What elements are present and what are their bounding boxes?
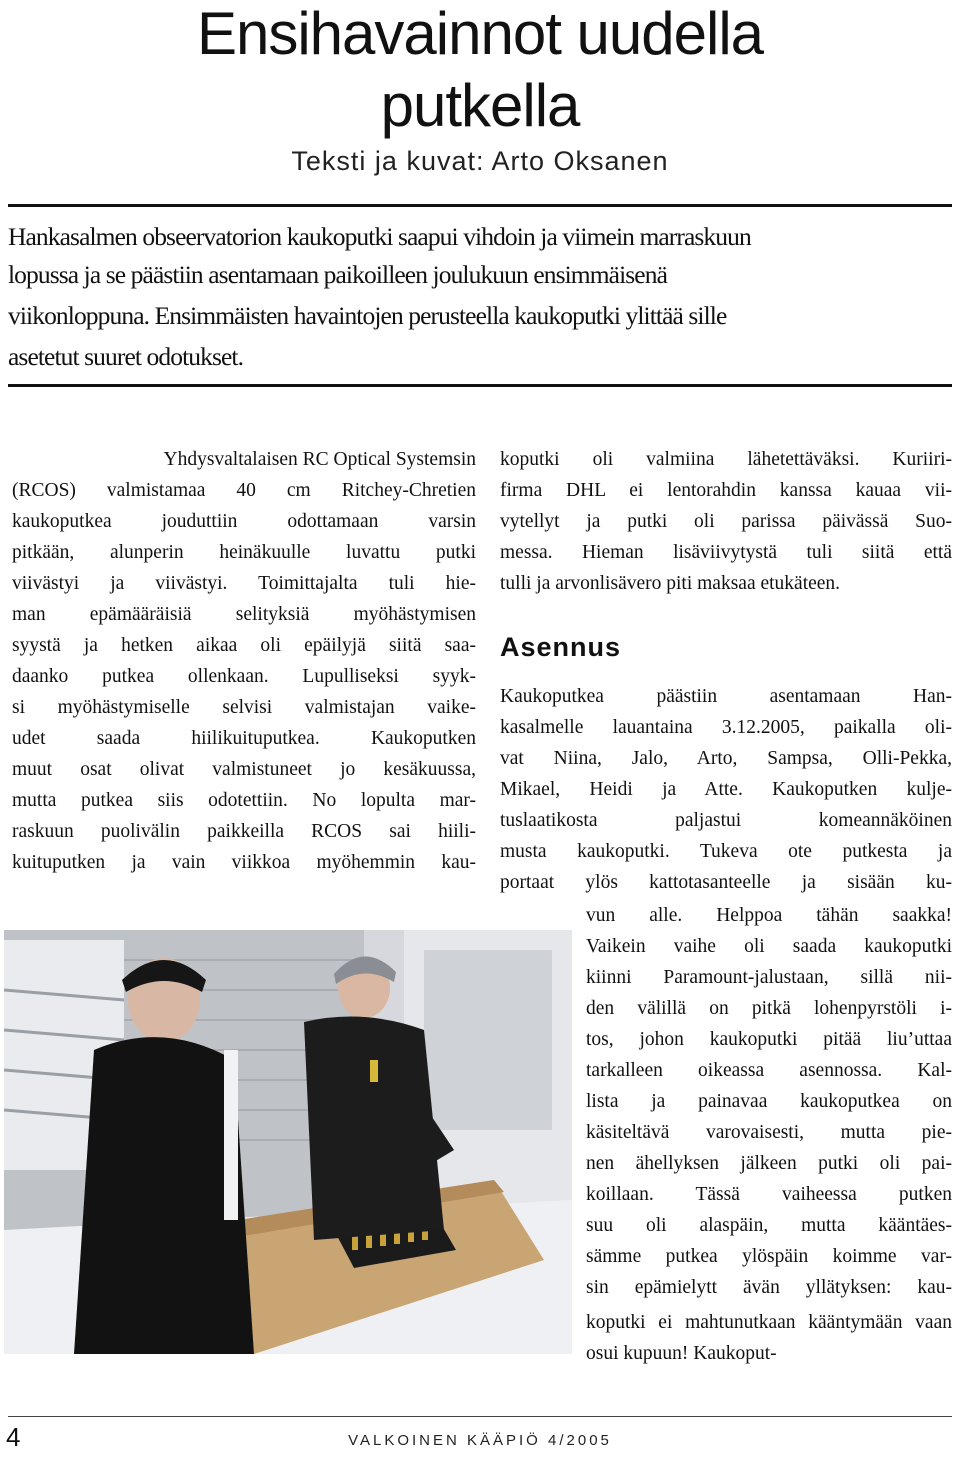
publication-footer: VALKOINEN KÄÄPIÖ 4/2005: [348, 1432, 612, 1449]
body-line: tos, johon kaukoputki pitää liu’uttaa: [586, 1029, 952, 1050]
body-line: pitkään, alunperin heinäkuulle luvattu putki: [12, 542, 476, 563]
page-number: 4: [6, 1422, 21, 1452]
lead-line: lopussa ja se päästiin asentamaan paikoilleen joulukuun ensimmäisenä: [8, 260, 667, 289]
body-line: Kaukoputkea päästiin asentamaan Han-: [500, 686, 952, 707]
body-line: mutta putkea siis odotettiin. No lopulta mar-: [12, 790, 476, 811]
body-line: firma DHL ei lentorahdin kanssa kauaa vii-: [500, 480, 952, 501]
body-line: kuituputken ja vain viikkoa myöhemmin kau-: [12, 852, 476, 873]
body-line: muut osat olivat valmistuneet jo kesäkuussa,: [12, 759, 476, 780]
lead-bottom-rule: [8, 384, 952, 387]
body-line: messa. Hieman lisäviivytystä tuli siitä että: [500, 542, 952, 563]
body-line: Mikael, Heidi ja Atte. Kaukoputken kulje-: [500, 779, 952, 800]
byline: Teksti ja kuvat: Arto Oksanen: [291, 146, 669, 176]
photo-post: [224, 1050, 238, 1220]
article-title-line-2: putkella: [380, 72, 580, 139]
body-line: si myöhästymiselle selvisi valmistajan vaike-: [12, 697, 476, 718]
body-line: sämme putkea ylöspäin koimme var-: [586, 1246, 952, 1267]
body-line: koputki oli valmiina lähetettäväksi. Kuriiri-: [500, 449, 952, 470]
lead-top-rule: [8, 204, 952, 207]
body-line: syystä ja hetken aikaa oli epäilyjä siitä saa-: [12, 635, 476, 656]
photo-door-panel: [424, 950, 552, 1130]
body-line: tulli ja arvonlisävero piti maksaa etukäteen.: [500, 573, 841, 594]
body-line: den välillä on pitkä lohenpyrstöli i-: [586, 998, 952, 1019]
body-line: kaukoputkea jouduttiin odottamaan varsin: [12, 511, 476, 532]
section-heading: Asennus: [500, 632, 622, 662]
body-line: portaat ylös kattotasanteelle ja sisään ku-: [500, 872, 952, 893]
photo-image: [4, 930, 572, 1354]
photo-telescope-crate: [4, 930, 572, 1354]
body-line: viivästyi ja viivästyi. Toimittajalta tuli hie-: [12, 573, 476, 594]
body-line: vun alle. Helppoa tähän saakka!: [586, 905, 952, 926]
body-line: man epämääräisiä selityksiä myöhästymisen: [12, 604, 476, 625]
body-line: suu oli alaspäin, mutta kääntäes-: [586, 1215, 952, 1236]
body-line: (RCOS) valmistamaa 40 cm Ritchey-Chretien: [12, 480, 476, 501]
footer-rule: [8, 1416, 952, 1417]
lead-line: viikonloppuna. Ensimmäisten havaintojen perusteella kaukoputki ylittää sille: [8, 301, 727, 330]
body-line: tuslaatikosta paljastui komeannäköinen: [500, 810, 952, 831]
lead-line: asetetut suuret odotukset.: [8, 342, 244, 371]
body-line: Yhdysvaltalaisen RC Optical Systemsin: [163, 449, 476, 470]
body-line: raskuun puolivälin paikkeilla RCOS sai hiili-: [12, 821, 476, 842]
body-line: kiinni Paramount-jalustaan, sillä nii-: [586, 967, 952, 988]
body-line: daanko putkea ollenkaan. Lupulliseksi syyk-: [12, 666, 476, 687]
body-line: musta kaukoputki. Tukeva ote putkesta ja: [500, 841, 952, 862]
body-line: koillaan. Tässä vaiheessa putken: [586, 1184, 952, 1205]
body-line: kasalmelle lauantaina 3.12.2005, paikalla oli-: [500, 717, 952, 738]
body-line: sin epämielytt ävän yllätyksen: kau-: [586, 1277, 952, 1298]
body-line: koputki ei mahtunutkaan kääntymään vaan osui kupuun! Kaukoput-: [586, 1312, 952, 1364]
body-line: Vaikein vaihe oli saada kaukoputki: [586, 936, 952, 957]
body-line: udet saada hiilikuituputkea. Kaukoputken: [12, 728, 476, 749]
body-line: nen ähellyksen jälkeen putki oli pai-: [586, 1153, 952, 1174]
body-line: vytellyt ja putki oli parissa päivässä Suo-: [500, 511, 952, 532]
lead-line: Hankasalmen obseervatorion kaukoputki saapui vihdoin ja viimein marraskuun: [8, 222, 751, 251]
body-line: käsiteltävä varovaisesti, mutta pie-: [586, 1122, 952, 1143]
article-title-line-1: Ensihavainnot uudella: [196, 0, 764, 67]
body-line: vat Niina, Jalo, Arto, Sampsa, Olli-Pekka,: [500, 748, 952, 769]
body-line: lista ja painavaa kaukoputkea on: [586, 1091, 952, 1112]
body-line: tarkalleen oikeassa asennossa. Kal-: [586, 1060, 952, 1081]
